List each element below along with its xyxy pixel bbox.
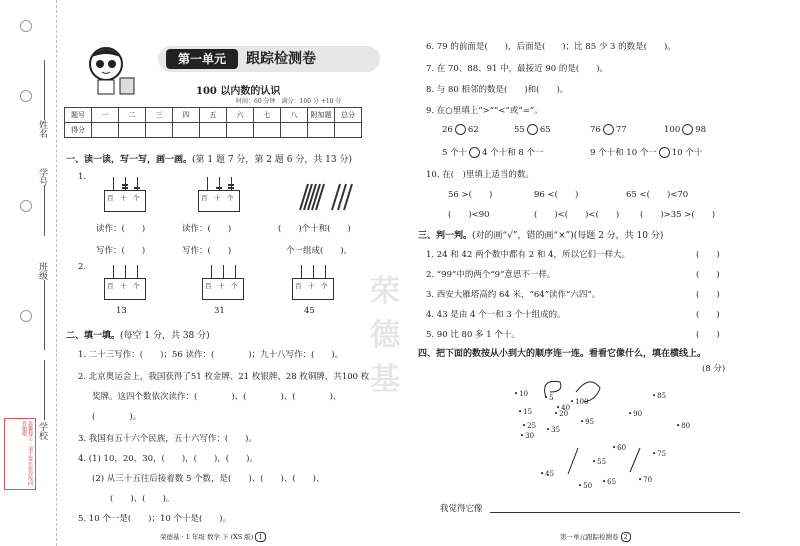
dot-point[interactable]: • 65	[602, 478, 616, 486]
compare-value: 9 个十和 10 个一	[590, 148, 657, 158]
number-label: 学号	[37, 168, 47, 186]
footer-text: 第一单元跟踪检测卷	[560, 533, 619, 541]
abacus-rod	[137, 265, 138, 279]
compare-circle[interactable]	[527, 124, 538, 135]
time-text: 时间：60 分钟	[236, 98, 276, 105]
school-label: 学校	[37, 422, 47, 440]
subtitle: 100 以内数的认识	[196, 86, 281, 97]
score-input[interactable]	[173, 123, 200, 138]
judge-item: 2. “99”中的两个“9”意思不一样。	[426, 270, 556, 280]
table-cell: 七	[254, 108, 281, 123]
compare-1	[442, 124, 479, 135]
binding-strip	[0, 0, 57, 546]
tip-box: 温馨提示：请不要在密封线内答题哦	[4, 418, 36, 490]
table-row	[65, 123, 362, 138]
binding-hole	[20, 20, 32, 32]
section-note: (对的画“√”，错的画“×”)(每题 2 分，共 10 分)	[472, 231, 664, 241]
dot-point[interactable]: • 35	[546, 426, 560, 434]
footer-text: 荣德基 · 1 年级 数学 下 (XS 版)	[160, 533, 254, 541]
school-line	[44, 360, 45, 420]
place-label: 十	[308, 282, 315, 290]
judge-item: 5. 90 比 80 多 1 个十。	[426, 330, 520, 340]
read-answer-1[interactable]: 读作：( )	[96, 224, 146, 234]
dot-point[interactable]: • 10	[514, 390, 528, 398]
place-label: 十	[218, 282, 225, 290]
judge-answer[interactable]: ( )	[696, 290, 720, 300]
draw-abacus-3[interactable]	[292, 278, 334, 300]
fill-4[interactable]: ( )<90	[448, 210, 490, 220]
sec2-q1[interactable]: 1. 二十三写作：( )；56 读作：( )；九十八写作：( )。	[78, 350, 344, 360]
section-4-title: 四、把下面的数按从小到大的顺序连一连。看看它像什么，填在横线上。	[418, 349, 707, 359]
dot-point[interactable]: • 45	[540, 470, 554, 478]
dot-point[interactable]: • 20	[554, 410, 568, 418]
table-cell: 题号	[65, 108, 92, 123]
dot-point[interactable]: • 95	[580, 418, 594, 426]
table-cell: 总分	[335, 108, 362, 123]
dot-point[interactable]: • 75	[652, 450, 666, 458]
abacus-rod	[301, 265, 302, 279]
place-label: 十	[120, 282, 127, 290]
compare-circle[interactable]	[659, 147, 670, 158]
dot-point[interactable]: • 60	[612, 444, 626, 452]
score-input[interactable]	[119, 123, 146, 138]
unit-badge: 第一单元	[166, 49, 238, 69]
compare-5	[442, 146, 544, 158]
dot-point[interactable]: • 100	[570, 398, 589, 406]
dot-point[interactable]: • 15	[518, 408, 532, 416]
dot-point[interactable]: • 30	[520, 432, 534, 440]
score-text: 满分：100 分 +10 分	[281, 98, 342, 105]
q6[interactable]: 6. 79 的前面是( )，后面是( )；比 85 少 3 的数是( )。	[426, 42, 676, 52]
class-line	[44, 280, 45, 350]
judge-answer[interactable]: ( )	[696, 330, 720, 340]
table-cell: 六	[227, 108, 254, 123]
abacus-rod	[125, 265, 126, 279]
compare-circle[interactable]	[455, 124, 466, 135]
compare-value: 26	[442, 125, 453, 135]
place-label: 个	[227, 194, 234, 202]
section-title: 三、判一判。	[418, 231, 473, 241]
watermark: 荣德基	[370, 274, 400, 397]
q7[interactable]: 7. 在 70、88、91 中，最接近 90 的是( )。	[426, 64, 609, 74]
abacus-rod	[207, 177, 208, 191]
place-label: 百	[201, 194, 208, 202]
judge-item: 1. 24 和 42 两个数中都有 2 和 4，所以它们一样大。	[426, 250, 630, 260]
section-title: 二、填一填。	[66, 331, 121, 341]
sec2-q2-line1: 2. 北京奥运会上，我国获得了51 枚金牌、21 枚银牌、28 枚铜牌，共100 枚	[78, 372, 370, 382]
abacus-1	[104, 190, 146, 212]
fill-6[interactable]: ( )>35 >( )	[640, 210, 716, 220]
binding-hole	[20, 310, 32, 322]
fill-2[interactable]: 96 <( )	[534, 190, 579, 200]
sec2-q4-line3[interactable]: ( )、( )。	[110, 494, 175, 504]
answer-label: 我觉得它像	[440, 504, 483, 514]
place-label: 十	[120, 194, 127, 202]
fill-1[interactable]: 56 >( )	[448, 190, 493, 200]
section-title: 一、读一读，写一写，画一画。	[66, 155, 193, 165]
q2-number: 2.	[78, 262, 87, 272]
q1-number: 1.	[78, 172, 87, 182]
table-cell: 二	[119, 108, 146, 123]
abacus-rod	[113, 265, 114, 279]
score-input[interactable]	[92, 123, 119, 138]
table-cell: 八	[281, 108, 308, 123]
compare-value: 55	[514, 125, 525, 135]
judge-item: 4. 43 是由 4 个一和 3 个十组成的。	[426, 310, 566, 320]
section-1-title	[66, 152, 352, 165]
tens-answer[interactable]: ( )个十和( )	[278, 224, 351, 234]
dot-point[interactable]: • 50	[578, 482, 592, 490]
place-label: 百	[295, 282, 302, 290]
place-label: 百	[107, 282, 114, 290]
q8[interactable]: 8. 与 80 相邻的数是( )和( )。	[426, 85, 569, 95]
number-line	[44, 186, 45, 236]
footer-right	[560, 532, 631, 541]
score-input[interactable]	[281, 123, 308, 138]
fill-5[interactable]: ( )<( )<( )	[534, 210, 620, 220]
q10: 10. 在( )里填上适当的数。	[426, 170, 534, 180]
abacus-rod	[313, 265, 314, 279]
fill-3[interactable]: 65 <( )<70	[626, 190, 689, 200]
compose-answer[interactable]: 个一组成( )。	[286, 246, 353, 256]
compare-value: 77	[615, 125, 627, 135]
table-cell: 四	[173, 108, 200, 123]
table-cell: 一	[92, 108, 119, 123]
footer-left	[160, 532, 266, 541]
sec2-q2-line2[interactable]: 奖牌。这四个数依次读作：( )、( )、( )、	[92, 392, 342, 402]
judge-answer[interactable]: ( )	[696, 250, 720, 260]
place-label: 百	[205, 282, 212, 290]
dot-point[interactable]: • 80	[676, 422, 690, 430]
page-number: 2	[621, 532, 631, 542]
abacus-rod	[325, 265, 326, 279]
mascot-icon	[76, 40, 140, 98]
section-4-note: (8 分)	[702, 364, 726, 374]
abacus-rod	[235, 265, 236, 279]
answer-line[interactable]	[490, 512, 740, 513]
sec2-q2-line3[interactable]: ( )。	[92, 412, 142, 422]
dot-point[interactable]: • 85	[652, 392, 666, 400]
place-label: 个	[321, 282, 328, 290]
place-label: 个	[133, 282, 140, 290]
score-table	[64, 107, 362, 138]
place-label: 个	[133, 194, 140, 202]
compare-value: 10 个十	[671, 148, 703, 158]
binding-hole	[20, 90, 32, 102]
table-cell: 五	[200, 108, 227, 123]
abacus-number: 13	[116, 306, 127, 316]
sec2-q4-line2[interactable]: (2) 从三十五往后接着数 5 个数，是( )、( )、( )、	[92, 474, 325, 484]
q9: 9. 在○里填上“>”“<”或“=”。	[426, 106, 543, 116]
dot-point[interactable]: • 40	[556, 404, 570, 412]
section-3-title	[418, 228, 663, 241]
abacus-bead	[228, 184, 234, 186]
exam-meta	[236, 96, 341, 105]
page-title: 跟踪检测卷	[246, 51, 316, 67]
compare-6	[590, 146, 702, 158]
place-label: 十	[214, 194, 221, 202]
table-cell: 三	[146, 108, 173, 123]
write-answer-2[interactable]: 写作：( )	[182, 246, 232, 256]
judge-answer[interactable]: ( )	[696, 310, 720, 320]
compare-circle[interactable]	[682, 124, 693, 135]
dot-point[interactable]: • 55	[592, 458, 606, 466]
compare-value: 62	[467, 125, 479, 135]
dot-point[interactable]: • 70	[638, 476, 652, 484]
compare-value: 98	[695, 125, 707, 135]
abacus-bead	[216, 187, 222, 189]
score-input[interactable]	[308, 123, 335, 138]
section-note: (第 1 题 7 分，第 2 题 6 分，共 13 分)	[192, 155, 353, 165]
place-label: 个	[231, 282, 238, 290]
table-cell: 得分	[65, 123, 92, 138]
compare-circle[interactable]	[469, 147, 480, 158]
judge-item: 3. 西安大雁塔高约 64 米，“64”读作“六四”。	[426, 290, 601, 300]
name-label: 姓名	[37, 120, 47, 138]
class-label: 班级	[37, 262, 47, 280]
compare-4	[664, 124, 706, 135]
dot-to-dot-area[interactable]	[500, 378, 700, 502]
abacus-bead	[228, 187, 234, 189]
page-number: 1	[255, 532, 265, 542]
abacus-number: 31	[214, 306, 225, 316]
abacus-2	[198, 190, 240, 212]
sec2-q4-line1[interactable]: 4. (1) 10，20，30，( )，( )，( )。	[78, 454, 258, 464]
sec2-q3[interactable]: 3. 我国有五十六个民族，五十六写作：( )。	[78, 434, 257, 444]
place-label: 百	[107, 194, 114, 202]
compare-circle[interactable]	[603, 124, 614, 135]
draw-abacus-2[interactable]	[202, 278, 244, 300]
header	[70, 40, 390, 105]
abacus-bead	[122, 187, 128, 189]
write-answer-1[interactable]: 写作：( )	[96, 246, 146, 256]
dot-point[interactable]: • 90	[628, 410, 642, 418]
binding-hole	[20, 200, 32, 212]
abacus-rod	[113, 177, 114, 191]
dot-point[interactable]: • 25	[522, 422, 536, 430]
compare-value: 4 个十和 8 个一	[482, 148, 544, 158]
table-row	[65, 108, 362, 123]
score-input[interactable]	[254, 123, 281, 138]
compare-value: 5 个十	[442, 148, 468, 158]
name-line	[44, 60, 45, 120]
compare-3	[590, 124, 627, 135]
section-note: (每空 1 分，共 38 分)	[120, 331, 210, 341]
judge-answer[interactable]: ( )	[696, 270, 720, 280]
read-answer-2[interactable]: 读作：( )	[182, 224, 232, 234]
abacus-bead	[134, 187, 140, 189]
score-input[interactable]	[335, 123, 362, 138]
section-2-title	[66, 328, 210, 341]
abacus-rod	[223, 265, 224, 279]
sticks-bundle-icon	[296, 182, 356, 212]
compare-value: 65	[539, 125, 551, 135]
abacus-number: 45	[304, 306, 315, 316]
abacus-bead	[122, 184, 128, 186]
compare-value: 76	[590, 125, 601, 135]
compare-2	[514, 124, 551, 135]
sec2-q5[interactable]: 5. 10 个一是( )；10 个十是( )。	[78, 514, 232, 524]
abacus-rod	[211, 265, 212, 279]
score-input[interactable]	[200, 123, 227, 138]
score-input[interactable]	[146, 123, 173, 138]
draw-abacus-1[interactable]	[104, 278, 146, 300]
dot-point[interactable]: • 5	[544, 394, 554, 402]
table-cell: 附加题	[308, 108, 335, 123]
compare-value: 100	[664, 125, 681, 135]
score-input[interactable]	[227, 123, 254, 138]
